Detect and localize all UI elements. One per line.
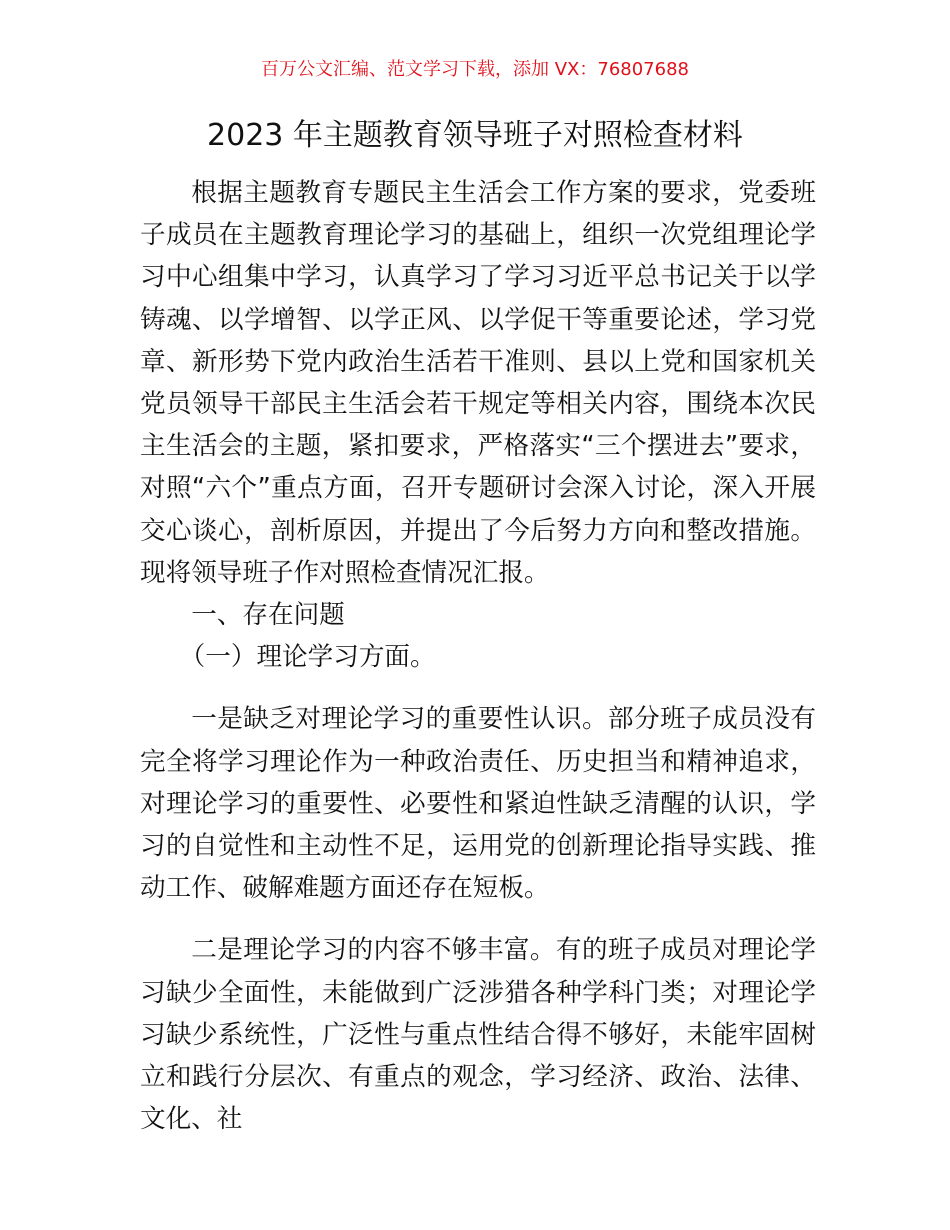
intro-paragraph: 根据主题教育专题民主生活会工作方案的要求，党委班子成员在主题教育理论学习的基础上，组织一次党组理论学习中心组集中学习，认真学习了学习习近平总书记关于以学铸魂、以学增智、以学正风、以学促干等重要论述，学习党章、新形势下党内政治生活若干准则、县以上党和国家机关党员领导干部民主生活会若干规定等相关内容，围绕本次民主生活会的主题，紧扣要求，严格落实“三个摆进去”要求，对照“六个”重点方面，召开专题研讨会深入讨论，深入开展交心谈心，剖析原因，并提出了今后努力方向和整改措施。现将领导班子作对照检查情况汇报。	[140, 178, 816, 588]
document-body	[140, 172, 816, 1140]
document-title: 2023 年主题教育领导班子对照检查材料	[207, 118, 743, 153]
body-paragraph-2: 二是理论学习的内容不够丰富。有的班子成员对理论学习缺少全面性，未能做到广泛涉猎各种学科门类；对理论学习缺少系统性，广泛性与重点性结合得不够好，未能牢固树立和践行分层次、有重点的观念，学习经济、政治、法律、文化、社	[140, 935, 816, 1135]
watermark-header: 百万公文汇编、范文学习下载，添加 VX：76807688	[261, 59, 689, 80]
subsection-heading: （一）理论学习方面。	[179, 642, 436, 673]
section-heading: 一、存在问题	[191, 600, 345, 631]
body-paragraph-1: 一是缺乏对理论学习的重要性认识。部分班子成员没有完全将学习理论作为一种政治责任、历史担当和精神追求，对理论学习的重要性、必要性和紧迫性缺乏清醒的认识，学习的自觉性和主动性不足，运用党的创新理论指导实践、推动工作、破解难题方面还存在短板。	[140, 704, 816, 904]
